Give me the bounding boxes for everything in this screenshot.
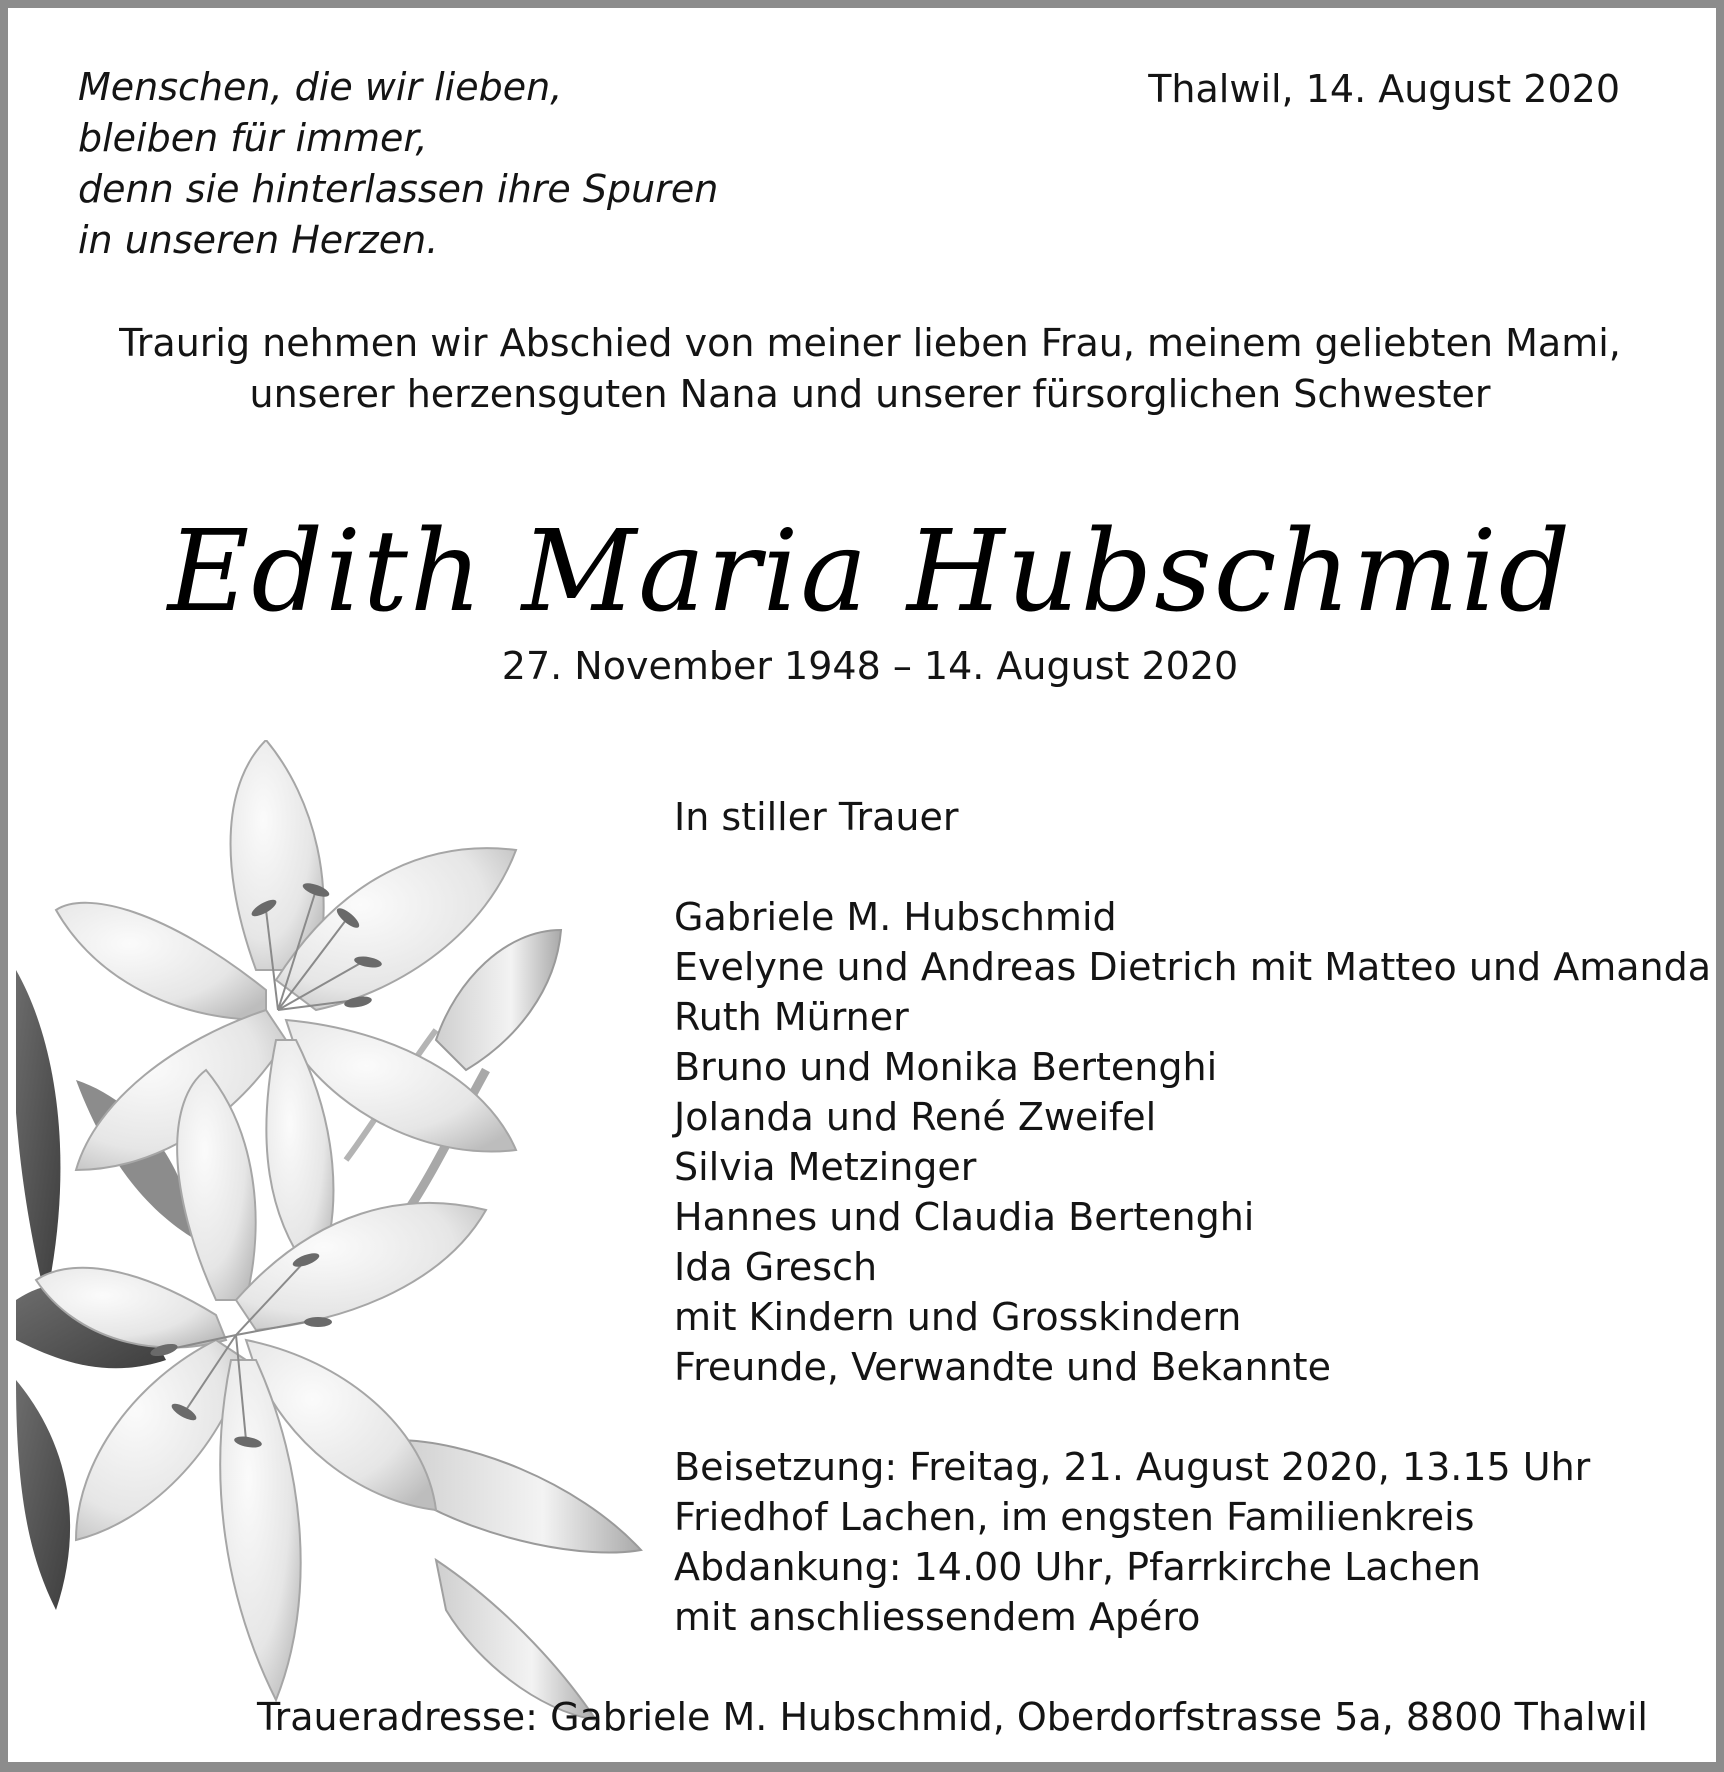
poem (78, 62, 718, 266)
poem-line: bleiben für immer, (78, 116, 428, 160)
mourning-address: Traueradresse: Gabriele M. Hubschmid, Oberdorfstrasse 5a, 8800 Thalwil (257, 1695, 1648, 1739)
mourner-name: Freunde, Verwandte und Bekannte (674, 1345, 1331, 1389)
spacer (674, 1392, 1711, 1442)
mourner-name: Evelyne und Andreas Dietrich mit Matteo und Amanda (674, 945, 1711, 989)
mourner-name: Gabriele M. Hubschmid (674, 895, 1117, 939)
intro-line: Traurig nehmen wir Abschied von meiner lieben Frau, meinem geliebten Mami, (119, 321, 1621, 365)
deceased-name: Edith Maria Hubschmid (167, 507, 1573, 637)
poem-line: Menschen, die wir lieben, (78, 65, 563, 109)
life-dates: 27. November 1948 – 14. August 2020 (501, 644, 1239, 688)
mourners-block (674, 792, 1711, 1642)
intro-line: unserer herzensguten Nana und unserer fürsorglichen Schwester (249, 372, 1491, 416)
mourner-name: Jolanda und René Zweifel (674, 1095, 1157, 1139)
obituary-notice (14, 14, 1724, 1768)
mourner-name: Bruno und Monika Bertenghi (674, 1045, 1218, 1089)
mourner-name: mit Kindern und Grosskindern (674, 1295, 1242, 1339)
spacer (674, 842, 1711, 892)
place-date: Thalwil, 14. August 2020 (1148, 67, 1620, 111)
mourner-name: Ruth Mürner (674, 995, 909, 1039)
mourner-name: Hannes und Claudia Bertenghi (674, 1195, 1255, 1239)
mourning-heading: In stiller Trauer (674, 795, 959, 839)
ceremony-line: Beisetzung: Freitag, 21. August 2020, 13.15 Uhr (674, 1445, 1591, 1489)
poem-line: denn sie hinterlassen ihre Spuren (78, 167, 719, 211)
ceremony-line: Friedhof Lachen, im engsten Familienkreis (674, 1495, 1475, 1539)
poem-line: in unseren Herzen. (78, 218, 439, 262)
ceremony-line: mit anschliessendem Apéro (674, 1595, 1201, 1639)
lily-flowers-illustration (16, 740, 692, 1760)
intro-text (14, 318, 1724, 420)
mourner-name: Ida Gresch (674, 1245, 878, 1289)
ceremony-line: Abdankung: 14.00 Uhr, Pfarrkirche Lachen (674, 1545, 1481, 1589)
mourner-name: Silvia Metzinger (674, 1145, 977, 1189)
